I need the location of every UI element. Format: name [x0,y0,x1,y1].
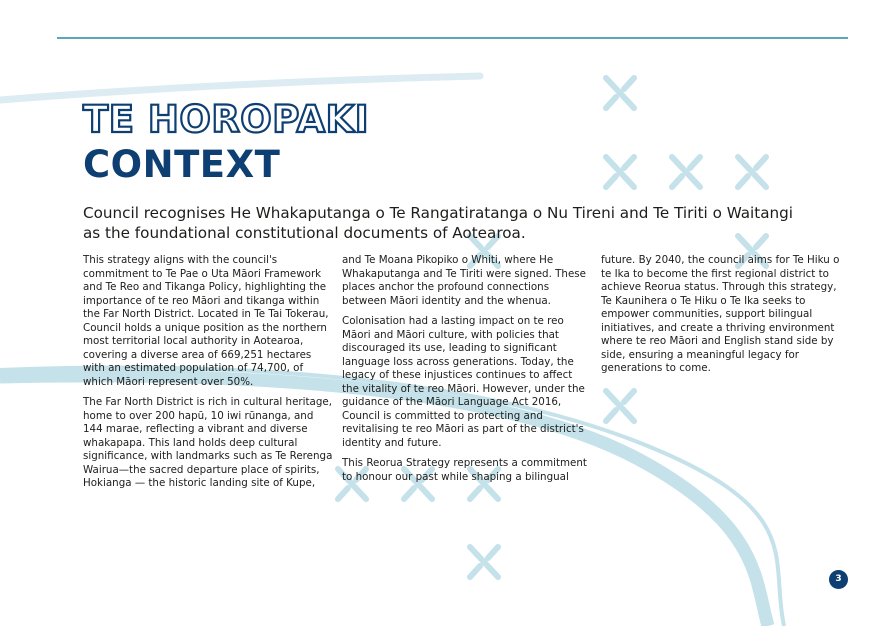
lead-paragraph: Council recognises He Whakaputanga o Te Rangatiratanga o Nu Tireni and Te Tiriti o Waitangi as the foundational constitutional documents of Aotearoa. [83,204,794,242]
x-mark [606,157,634,187]
body-paragraph: This Reorua Strategy represents a commitment to honour our past while shaping a bilingual [342,457,587,483]
page-number-badge: 3 [829,570,848,589]
decor-curve [0,76,480,100]
x-mark [470,547,498,577]
body-paragraph: Colonisation had a lasting impact on te reo Māori and Māori culture, with policies that discouraged its use, leading to significant language loss across generations. Today, the legacy of these injustices continues to affect the vitality of te reo Māori. However, under the guidance of the Māori Language Act 2016, Council is committed to protecting and revitalising te reo Māori as part of the district's identity and future. [342,315,585,449]
x-mark [606,391,634,421]
body-paragraph: This strategy aligns with the council's commitment to Te Pae o Uta Māori Framework and Te Reo and Tikanga Policy, highlighting the importance of te reo Māori and tikanga within the Far North District. Located in Te Tai Tokerau, Council holds a unique position as the northern most territorial local authority in Aotearoa, covering a diverse area of 669,251 hectares with an estimated population of 74,700, of which Māori represent over 50%. [83,254,329,388]
text-column-3 [601,254,841,383]
x-mark [672,157,700,187]
text-column-2 [342,254,590,491]
body-paragraph: future. By 2040, the council aims for Te Hiku o te Ika to become the first regional district to achieve Reorua status. Through this strategy, Te Kaunihera o Te Hiku o Te Ika seeks to empower communities, support bilingual initiatives, and create a thriving environment where te reo Māori and English stand side by side, ensuring a meaningful legacy for generations to come. [601,254,840,374]
text-column-1 [83,254,333,498]
x-mark [738,157,766,187]
title-english: CONTEXT [83,143,281,186]
title-maori: TE HOROPAKI [83,98,370,141]
x-mark [606,78,634,108]
body-paragraph: The Far North District is rich in cultural heritage, home to over 200 hapū, 10 iwi rūnanga, and 144 marae, reflecting a vibrant and diverse whakapapa. This land holds deep cultural significance, with landmarks such as Te Rerenga Wairua—the sacred departure place of spirits, Hokianga — the historic landing site of Kupe, [83,396,333,489]
body-paragraph: and Te Moana Pikopiko o Whiti, where He Whakaputanga and Te Tiriti were signed. These places anchor the profound connections between Māori identity and the whenua. [342,254,586,307]
